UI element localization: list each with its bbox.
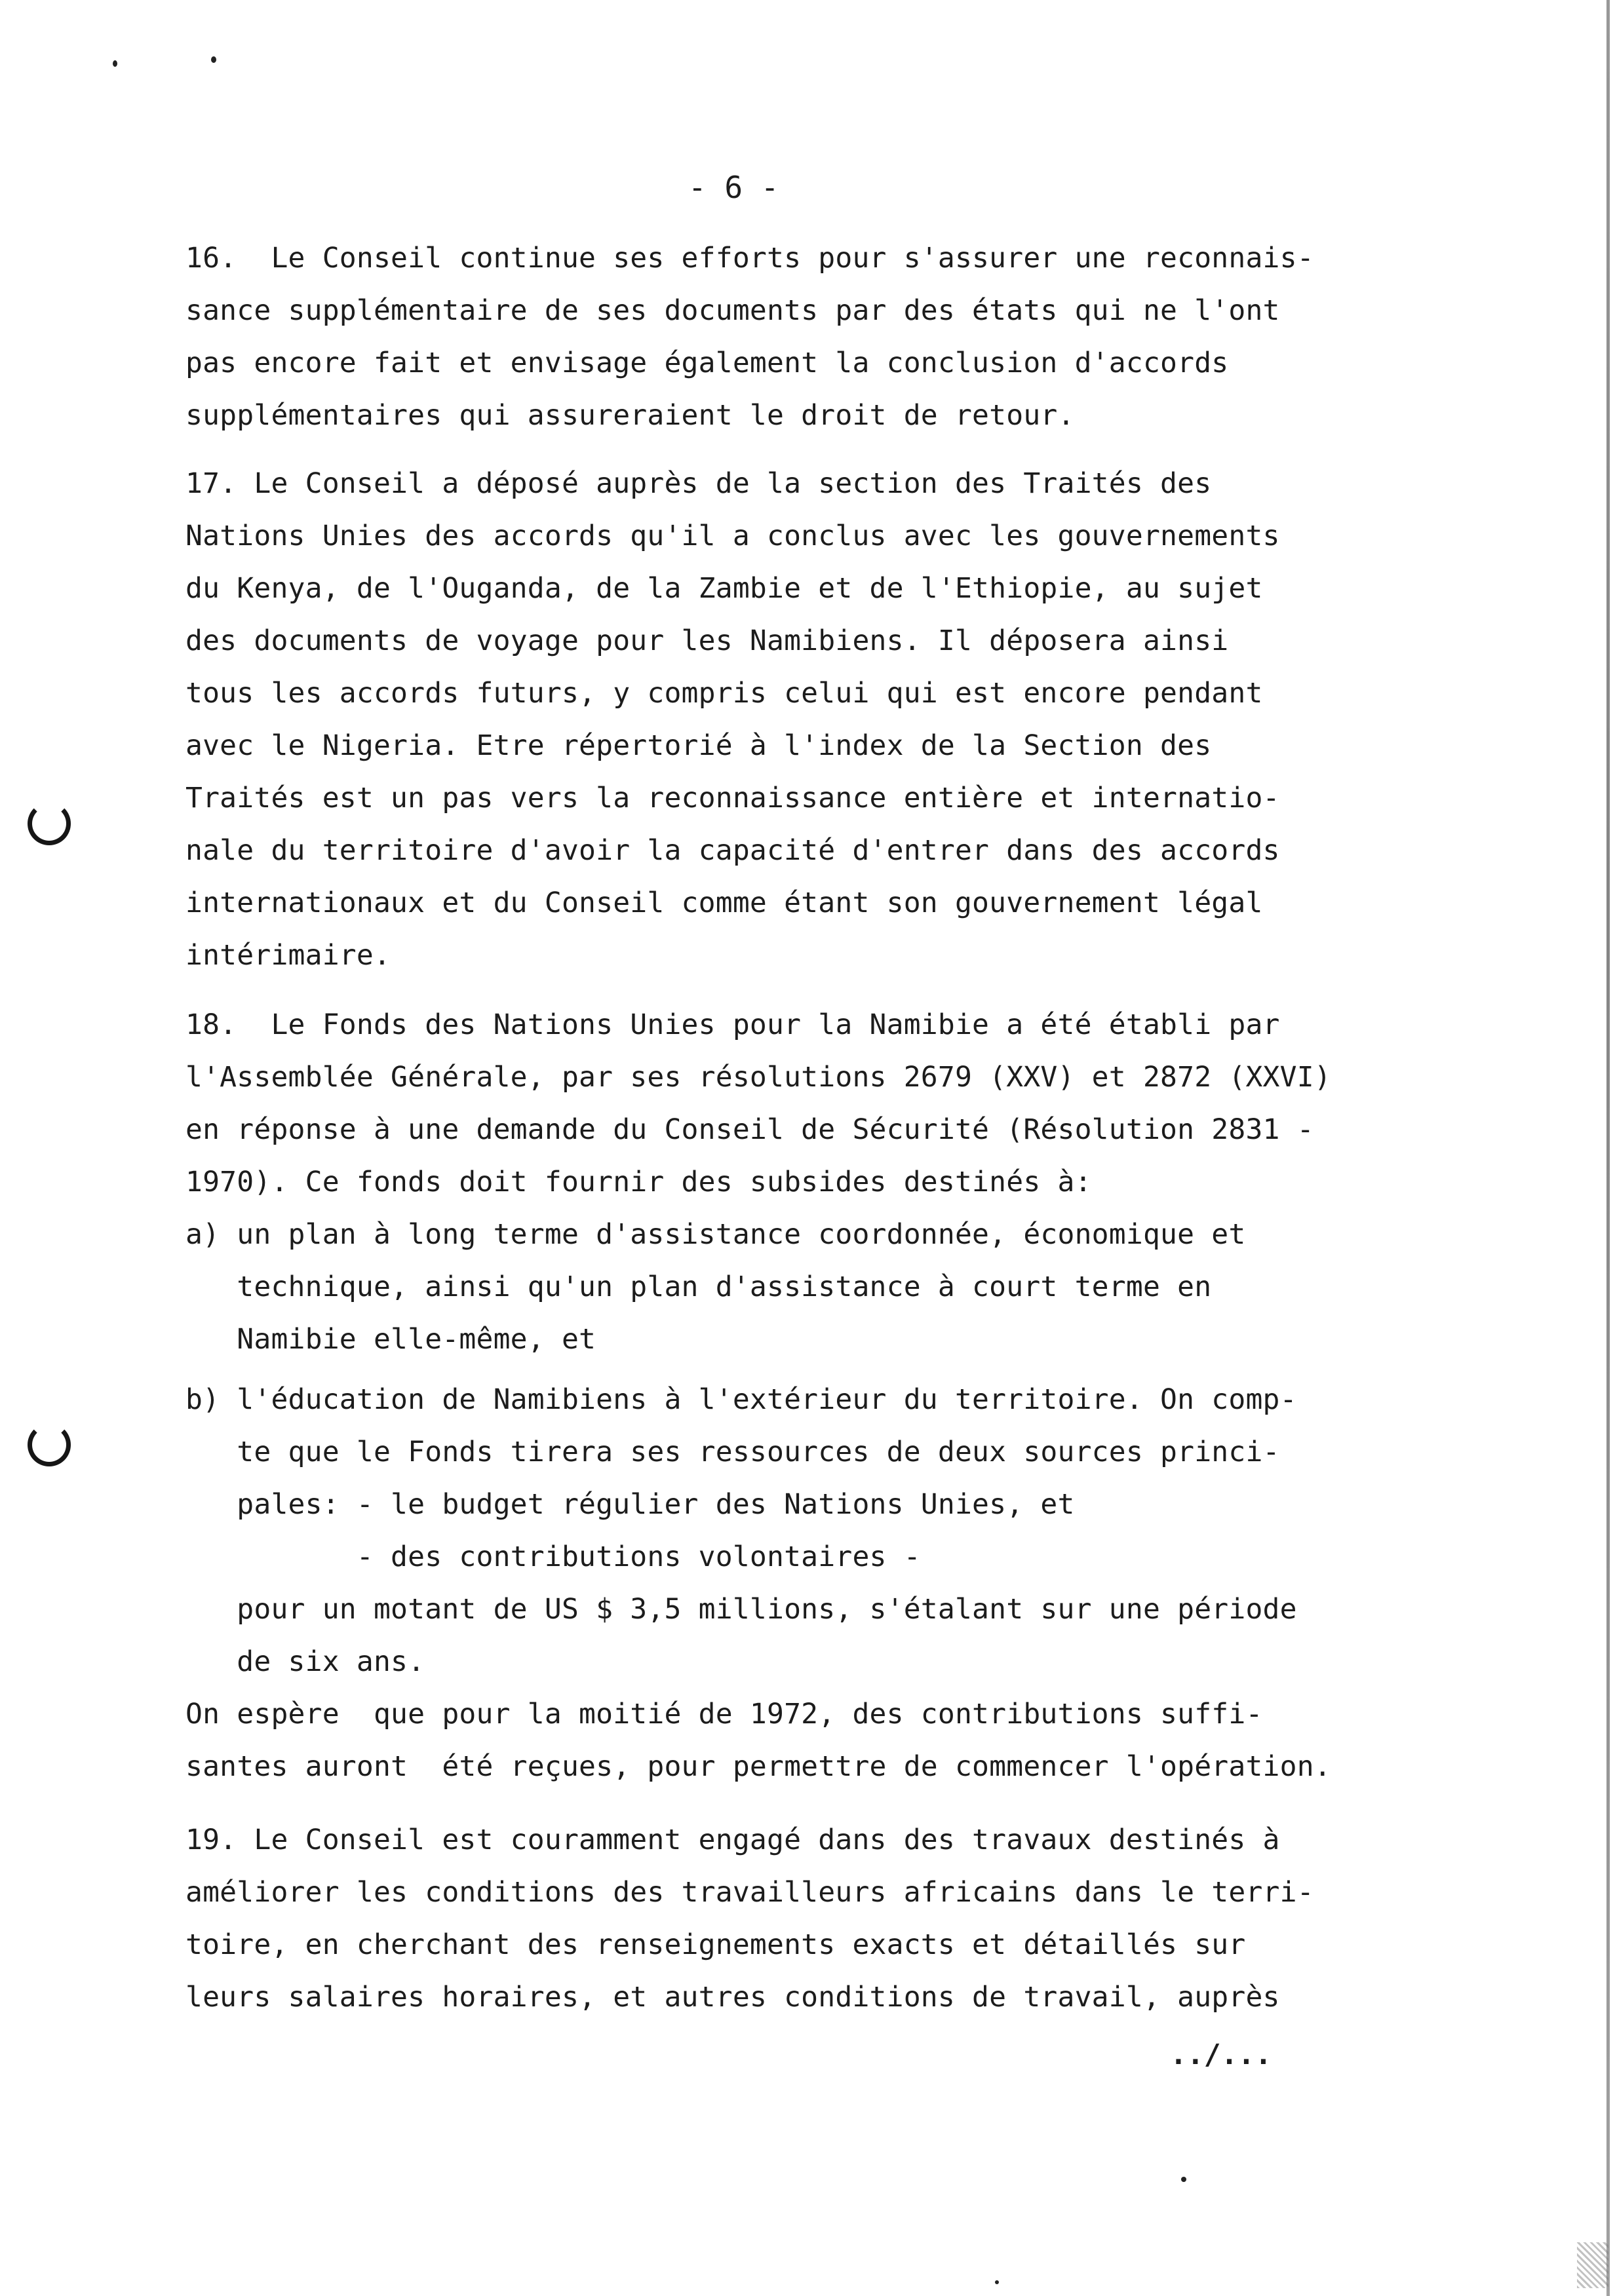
text-line: nale du territoire d'avoir la capacité d'entrer dans des accords — [185, 834, 1280, 867]
text-line: 18. Le Fonds des Nations Unies pour la Namibie a été établi par — [185, 1008, 1280, 1041]
text-line: du Kenya, de l'Ouganda, de la Zambie et de l'Ethiopie, au sujet — [185, 572, 1263, 605]
text-line: Traités est un pas vers la reconnaissance entière et internatio- — [185, 782, 1280, 814]
continuation-marker: ../... — [1170, 2038, 1272, 2071]
text-line: 17. Le Conseil a déposé auprès de la section des Traités des — [185, 467, 1212, 500]
text-line: santes auront été reçues, pour permettre de commencer l'opération. — [185, 1750, 1331, 1783]
text-line: 16. Le Conseil continue ses efforts pour s'assurer une reconnais- — [185, 242, 1314, 275]
page-edge — [1606, 0, 1610, 2296]
text-line: en réponse à une demande du Conseil de Sécurité (Résolution 2831 - — [185, 1113, 1314, 1146]
text-line: internationaux et du Conseil comme étant son gouvernement légal — [185, 887, 1263, 919]
text-line: tous les accords futurs, y compris celui qui est encore pendant — [185, 677, 1263, 710]
text-line: l'Assemblée Générale, par ses résolutions 2679 (XXV) et 2872 (XXVI) — [185, 1061, 1331, 1094]
text-line: des documents de voyage pour les Namibiens. Il déposera ainsi — [185, 624, 1229, 657]
text-line: 19. Le Conseil est couramment engagé dans des travaux destinés à — [185, 1824, 1280, 1856]
ink-speck — [211, 56, 216, 63]
text-line: toire, en cherchant des renseignements exacts et détaillés sur — [185, 1928, 1246, 1961]
text-line: On espère que pour la moitié de 1972, des contributions suffi- — [185, 1698, 1263, 1731]
page-number: - 6 - — [688, 170, 779, 205]
text-line: pas encore fait et envisage également la conclusion d'accords — [185, 347, 1229, 379]
text-line: pales: - le budget régulier des Nations Unies, et — [185, 1488, 1075, 1521]
scan-artifact — [1577, 2242, 1608, 2288]
text-line: a) un plan à long terme d'assistance coordonnée, économique et — [185, 1218, 1246, 1251]
text-line: leurs salaires horaires, et autres conditions de travail, auprès — [185, 1981, 1280, 2014]
ink-speck — [995, 2280, 999, 2284]
text-line: pour un motant de US $ 3,5 millions, s'étalant sur une période — [185, 1593, 1297, 1626]
text-line: 1970). Ce fonds doit fournir des subsides destinés à: — [185, 1166, 1092, 1198]
text-line: supplémentaires qui assureraient le droit de retour. — [185, 399, 1075, 432]
ink-speck — [113, 60, 117, 67]
ink-speck — [1181, 2177, 1186, 2182]
punch-hole-icon — [28, 1423, 71, 1466]
text-line: de six ans. — [185, 1645, 425, 1678]
text-line: améliorer les conditions des travailleurs africains dans le terri- — [185, 1876, 1314, 1909]
text-line: technique, ainsi qu'un plan d'assistance à court terme en — [185, 1271, 1212, 1303]
text-line: Nations Unies des accords qu'il a conclus avec les gouvernements — [185, 520, 1280, 552]
text-line: - des contributions volontaires - — [185, 1540, 921, 1573]
text-line: b) l'éducation de Namibiens à l'extérieur du territoire. On comp- — [185, 1383, 1297, 1416]
text-line: Namibie elle-même, et — [185, 1323, 596, 1356]
text-line: sance supplémentaire de ses documents par des états qui ne l'ont — [185, 294, 1280, 327]
text-line: intérimaire. — [185, 939, 391, 972]
punch-hole-icon — [28, 802, 71, 845]
text-line: te que le Fonds tirera ses ressources de deux sources princi- — [185, 1436, 1280, 1468]
text-line: avec le Nigeria. Etre répertorié à l'index de la Section des — [185, 729, 1212, 762]
